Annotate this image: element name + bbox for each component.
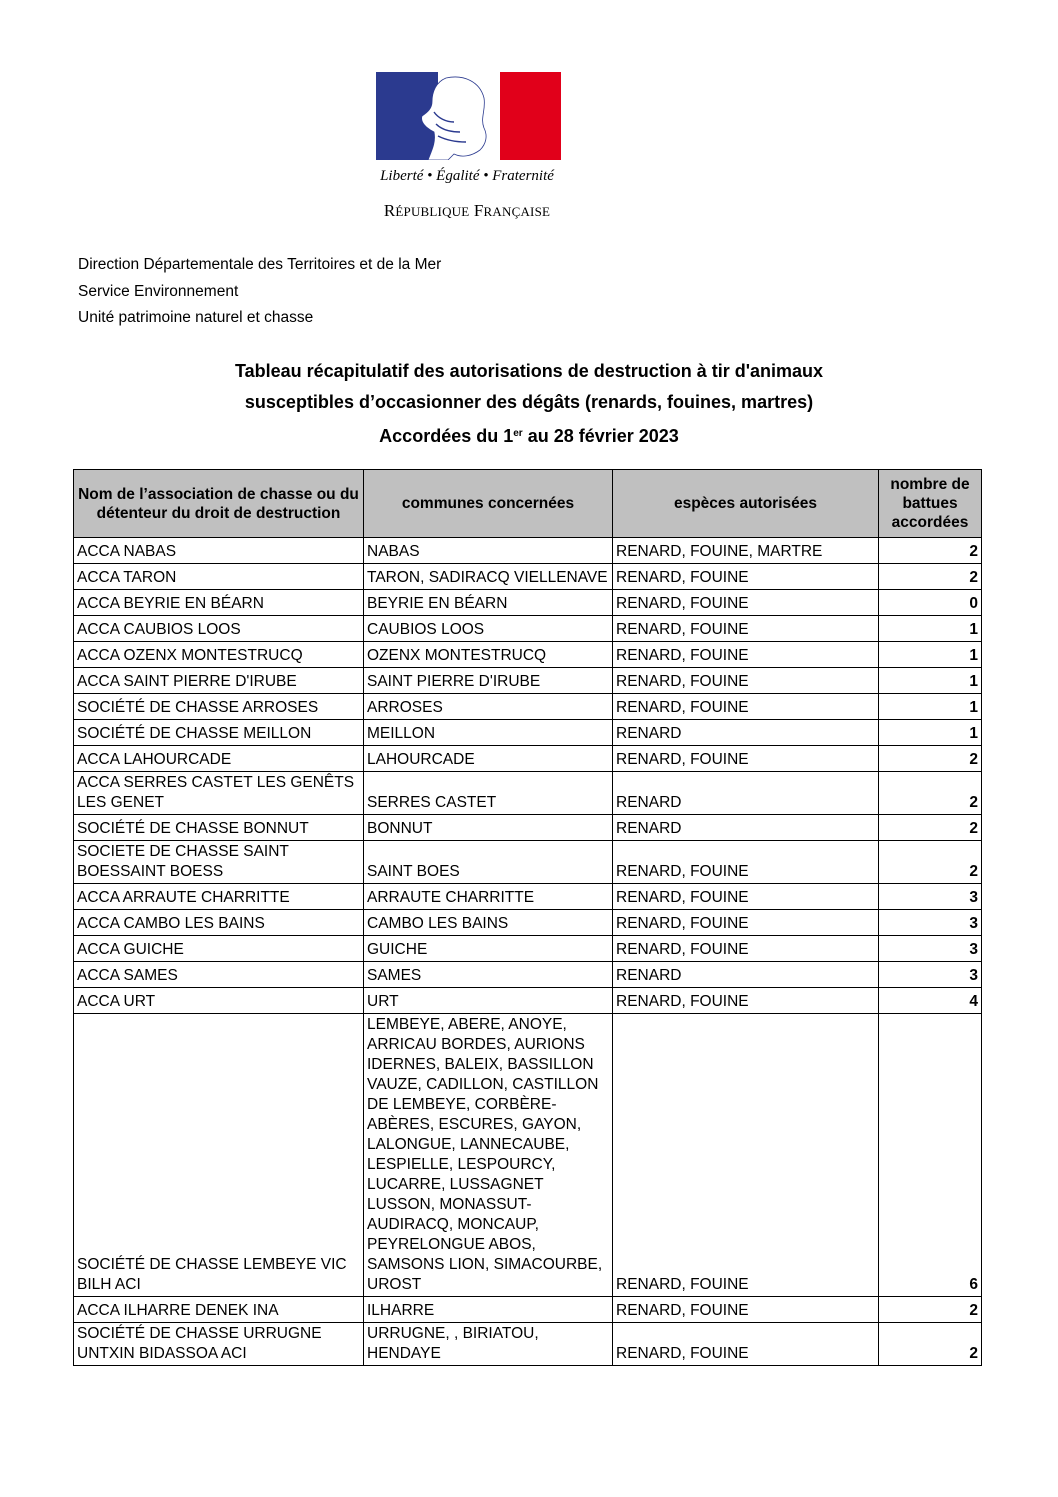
cell-communes: NABAS: [364, 538, 613, 564]
title-line-3: Accordées du 1er au 28 février 2023: [379, 426, 679, 446]
table-row: [74, 694, 982, 720]
cell-battues: 2: [879, 1323, 982, 1366]
cell-association: SOCIÉTÉ DE CHASSE URRUGNE UNTXIN BIDASSOA ACI: [74, 1323, 364, 1366]
cell-especes: RENARD, FOUINE: [613, 642, 879, 668]
cell-association: ACCA NABAS: [74, 538, 364, 564]
table-row: [74, 746, 982, 772]
table-row: [74, 1014, 982, 1297]
cell-association: ACCA CAMBO LES BAINS: [74, 910, 364, 936]
cell-battues: 3: [879, 884, 982, 910]
cell-association: SOCIETE DE CHASSE SAINT BOESSAINT BOESS: [74, 841, 364, 884]
cell-association: ACCA TARON: [74, 564, 364, 590]
cell-especes: RENARD, FOUINE: [613, 590, 879, 616]
cell-communes: GUICHE: [364, 936, 613, 962]
table-row: [74, 936, 982, 962]
marianne-flag-icon: [376, 72, 561, 160]
cell-battues: 2: [879, 1297, 982, 1323]
cell-association: ACCA CAUBIOS LOOS: [74, 616, 364, 642]
cell-especes: RENARD, FOUINE: [613, 884, 879, 910]
cell-battues: 1: [879, 668, 982, 694]
cell-battues: 4: [879, 988, 982, 1014]
issuer-header: [78, 252, 441, 332]
cell-battues: 3: [879, 936, 982, 962]
table-row: [74, 841, 982, 884]
cell-association: ACCA SERRES CASTET LES GENÊTS LES GENET: [74, 772, 364, 815]
title-line-2: susceptibles d’occasionner des dégâts (renards, fouines, martres): [244, 392, 814, 412]
cell-association: ACCA GUICHE: [74, 936, 364, 962]
cell-association: ACCA ILHARRE DENEK INA: [74, 1297, 364, 1323]
table-row: [74, 772, 982, 815]
cell-communes: SERRES CASTET: [364, 772, 613, 815]
cell-especes: RENARD, FOUINE: [613, 694, 879, 720]
cell-association: SOCIÉTÉ DE CHASSE ARROSES: [74, 694, 364, 720]
marianne-logo: [370, 70, 564, 230]
table-row: [74, 988, 982, 1014]
cell-battues: 6: [879, 1014, 982, 1297]
cell-battues: 0: [879, 590, 982, 616]
cell-communes: LEMBEYE, ABERE, ANOYE, ARRICAU BORDES, AURIONS IDERNES, BALEIX, BASSILLON VAUZE, CADILLON, CASTILLON DE LEMBEYE, CORBÈRE-ABÈRES, ESCURES, GAYON, LALONGUE, LANNECAUBE, LESPIELLE, LESPOURCY, LUCARRE, LUSSAGNET LUSSON, MONASSUT- AUDIRACQ, MONCAUP, PEYRELONGUE ABOS, SAMSONS LION, SIMACOURBE, UROST: [364, 1014, 613, 1297]
cell-communes: BEYRIE EN BÉARN: [364, 590, 613, 616]
column-header-battues: nombre de battues accordées: [879, 470, 982, 538]
cell-especes: RENARD, FOUINE: [613, 841, 879, 884]
cell-communes: ILHARRE: [364, 1297, 613, 1323]
cell-communes: SAINT PIERRE D'IRUBE: [364, 668, 613, 694]
document-title: [0, 356, 1058, 452]
cell-communes: SAMES: [364, 962, 613, 988]
cell-especes: RENARD, FOUINE: [613, 746, 879, 772]
table-row: [74, 720, 982, 746]
cell-communes: MEILLON: [364, 720, 613, 746]
table-row: [74, 668, 982, 694]
title-line-1: Tableau récapitulatif des autorisations de destruction à tir d'animaux: [234, 361, 824, 381]
authorizations-table: [73, 469, 982, 1366]
cell-battues: 1: [879, 720, 982, 746]
cell-communes: LAHOURCADE: [364, 746, 613, 772]
cell-association: SOCIÉTÉ DE CHASSE LEMBEYE VIC BILH ACI: [74, 1014, 364, 1297]
cell-especes: RENARD, FOUINE: [613, 1323, 879, 1366]
cell-especes: RENARD, FOUINE: [613, 1014, 879, 1297]
cell-especes: RENARD, FOUINE: [613, 616, 879, 642]
issuer-direction: Direction Départementale des Territoires et de la Mer: [78, 256, 442, 273]
cell-battues: 1: [879, 616, 982, 642]
cell-communes: CAMBO LES BAINS: [364, 910, 613, 936]
table-row: [74, 642, 982, 668]
cell-especes: RENARD: [613, 815, 879, 841]
column-header-association: Nom de l’association de chasse ou du détenteur du droit de destruction: [74, 470, 364, 538]
table-header-row: [74, 470, 982, 538]
republique-francaise: RÉPUBLIQUE FRANÇAISE: [383, 201, 551, 220]
column-header-especes: espèces autorisées: [613, 470, 879, 538]
cell-association: ACCA BEYRIE EN BÉARN: [74, 590, 364, 616]
cell-especes: RENARD, FOUINE, MARTRE: [613, 538, 879, 564]
cell-association: SOCIÉTÉ DE CHASSE BONNUT: [74, 815, 364, 841]
cell-battues: 2: [879, 564, 982, 590]
cell-especes: RENARD: [613, 772, 879, 815]
cell-association: ACCA SAINT PIERRE D'IRUBE: [74, 668, 364, 694]
cell-communes: CAUBIOS LOOS: [364, 616, 613, 642]
table-row: [74, 564, 982, 590]
table-row: [74, 962, 982, 988]
issuer-unit: Unité patrimoine naturel et chasse: [78, 309, 314, 326]
cell-especes: RENARD: [613, 962, 879, 988]
table-row: [74, 1323, 982, 1366]
cell-especes: RENARD, FOUINE: [613, 564, 879, 590]
table-body: [74, 538, 982, 1366]
table-row: [74, 616, 982, 642]
cell-communes: ARROSES: [364, 694, 613, 720]
cell-communes: URT: [364, 988, 613, 1014]
table-row: [74, 590, 982, 616]
cell-battues: 2: [879, 841, 982, 884]
cell-association: ACCA ARRAUTE CHARRITTE: [74, 884, 364, 910]
cell-battues: 2: [879, 772, 982, 815]
cell-communes: OZENX MONTESTRUCQ: [364, 642, 613, 668]
cell-communes: URRUGNE, , BIRIATOU, HENDAYE: [364, 1323, 613, 1366]
cell-battues: 2: [879, 815, 982, 841]
cell-especes: RENARD, FOUINE: [613, 1297, 879, 1323]
cell-association: ACCA OZENX MONTESTRUCQ: [74, 642, 364, 668]
cell-battues: 3: [879, 910, 982, 936]
cell-battues: 2: [879, 746, 982, 772]
cell-especes: RENARD: [613, 720, 879, 746]
table-row: [74, 538, 982, 564]
cell-especes: RENARD, FOUINE: [613, 988, 879, 1014]
table-row: [74, 1297, 982, 1323]
cell-especes: RENARD, FOUINE: [613, 668, 879, 694]
cell-association: ACCA URT: [74, 988, 364, 1014]
column-header-communes: communes concernées: [364, 470, 613, 538]
table-row: [74, 884, 982, 910]
cell-battues: 1: [879, 694, 982, 720]
cell-battues: 2: [879, 538, 982, 564]
cell-communes: SAINT BOES: [364, 841, 613, 884]
cell-communes: ARRAUTE CHARRITTE: [364, 884, 613, 910]
cell-association: ACCA SAMES: [74, 962, 364, 988]
cell-communes: BONNUT: [364, 815, 613, 841]
cell-communes: TARON, SADIRACQ VIELLENAVE: [364, 564, 613, 590]
issuer-service: Service Environnement: [78, 282, 239, 300]
motto: Liberté • Égalité • Fraternité: [380, 168, 554, 184]
cell-battues: 1: [879, 642, 982, 668]
cell-battues: 3: [879, 962, 982, 988]
cell-especes: RENARD, FOUINE: [613, 910, 879, 936]
cell-association: ACCA LAHOURCADE: [74, 746, 364, 772]
cell-especes: RENARD, FOUINE: [613, 936, 879, 962]
cell-association: SOCIÉTÉ DE CHASSE MEILLON: [74, 720, 364, 746]
table-row: [74, 815, 982, 841]
table-row: [74, 910, 982, 936]
